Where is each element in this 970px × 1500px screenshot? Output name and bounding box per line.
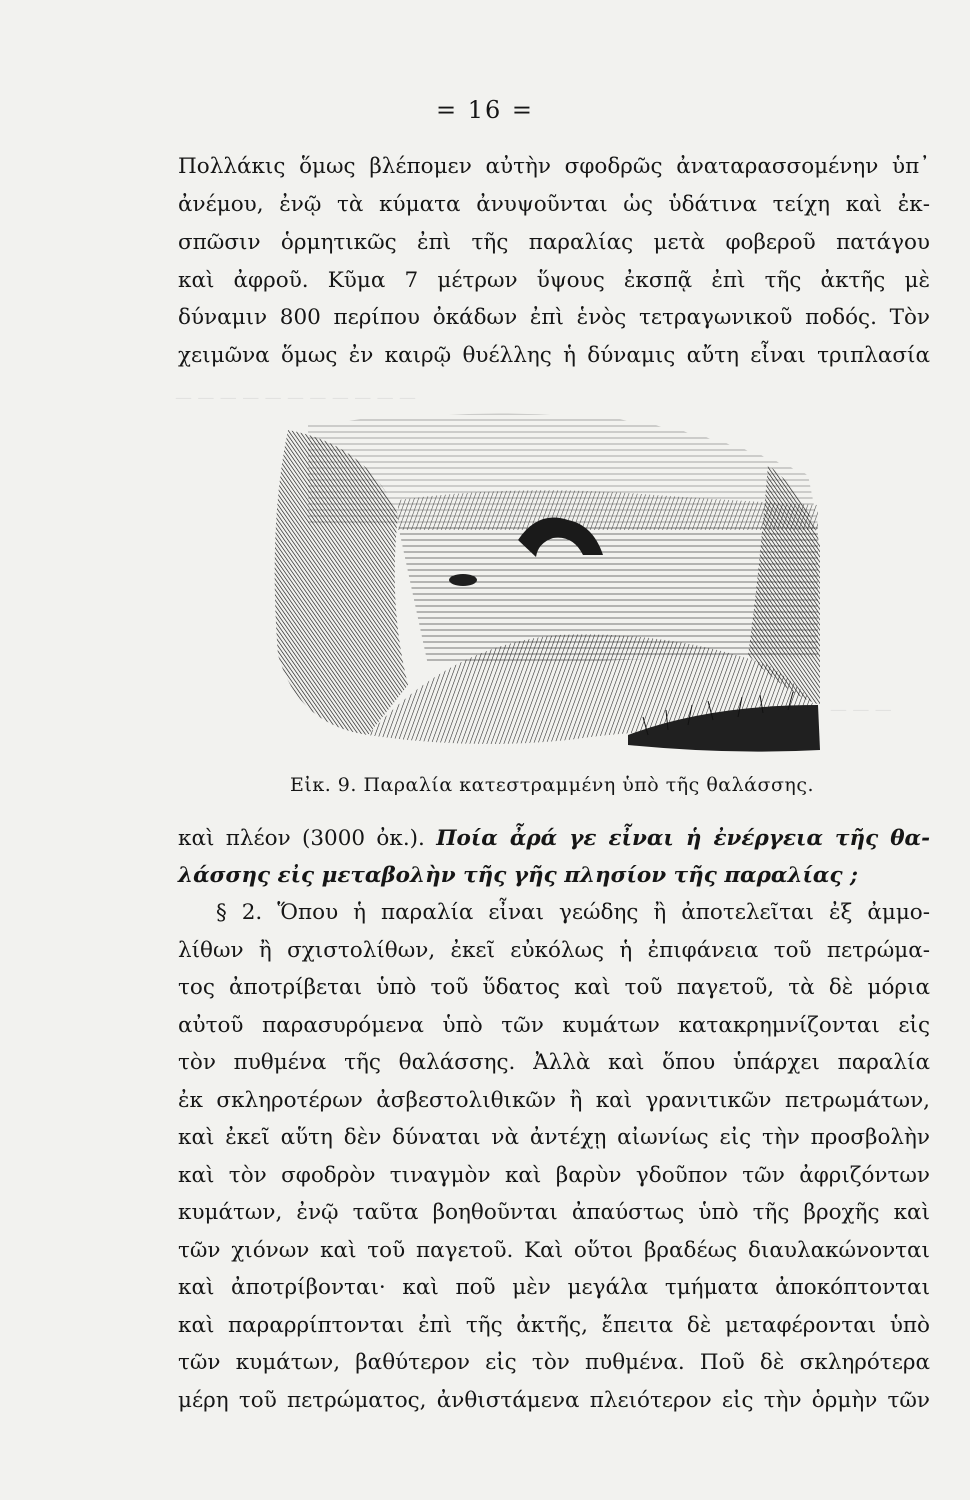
body-line: μέρη τοῦ πετρώματος, ἀνθιστάμενα πλειότερον εἰς τὴν ὁρμὴν τῶν	[178, 1388, 930, 1413]
body-line-question	[178, 861, 930, 891]
body-line: καὶ τὸν σφοδρὸν τιναγμὸν καὶ βαρὺν γδοῦπον τῶν ἀφριζόντων	[178, 1163, 930, 1188]
body-line: τῶν χιόνων καὶ τοῦ παγετοῦ. Καὶ οὕτοι βραδέως διαυλακώνονται	[178, 1238, 930, 1263]
body-line: τῶν κυμάτων, βαθύτερον εἰς τὸν πυθμένα. Ποῦ δὲ σκληρότερα	[178, 1350, 930, 1375]
body-line: λίθων ἢ σχιστολίθων, ἐκεῖ εὐκόλως ἡ ἐπιφάνεια τοῦ πετρώμα-	[178, 938, 930, 963]
body-line: τος ἀποτρίβεται ὑπὸ τοῦ ὕδατος καὶ τοῦ παγετοῦ, τὰ δὲ μόρια	[178, 975, 930, 1000]
bleed-through-texture: — — —	[830, 700, 892, 720]
body-line: αὐτοῦ παρασυρόμενα ὑπὸ τῶν κυμάτων κατακρημνίζονται εἰς	[178, 1013, 930, 1038]
body-line: ἀνέμου, ἐνῷ τὰ κύματα ἀνυψοῦνται ὡς ὑδάτινα τείχη καὶ ἐκ-	[178, 192, 930, 217]
body-line: κυμάτων, ἐνῷ ταῦτα βοηθοῦνται ἀπαύστως ὑπὸ τῆς βροχῆς καὶ	[178, 1200, 930, 1225]
figure-caption: Εἰκ. 9. Παραλία κατεστραμμένη ὑπὸ τῆς θαλάσσης.	[290, 774, 814, 796]
question-text: λάσσης εἰς μεταβολὴν τῆς γῆς πλησίον τῆς παραλίας ;	[178, 863, 858, 888]
body-line: § 2. Ὅπου ἡ παραλία εἶναι γεώδης ἢ ἀποτελεῖται ἐξ ἀμμο-	[216, 900, 930, 925]
body-line: Πολλάκις ὅμως βλέπομεν αὐτὴν σφοδρῶς ἀναταρασσομένην ὑπ᾽	[178, 154, 930, 179]
plain-text: καὶ πλέον (3000 ὀκ.).	[178, 826, 437, 851]
body-line: καὶ παραρρίπτονται ἐπὶ τῆς ἀκτῆς, ἔπειτα δὲ μεταφέρονται ὑπὸ	[178, 1313, 930, 1338]
body-line: δύναμιν 800 περίπου ὀκάδων ἐπὶ ἑνὸς τετραγωνικοῦ ποδός. Τὸν	[178, 305, 930, 330]
body-line: καὶ ἀποτρίβονται· καὶ ποῦ μὲν μεγάλα τμήματα ἀποκόπτονται	[178, 1275, 930, 1300]
body-line-question	[178, 824, 930, 854]
coastal-cliff-engraving	[248, 405, 828, 765]
body-line: σπῶσιν ὁρμητικῶς ἐπὶ τῆς παραλίας μετὰ φοβεροῦ πατάγου	[178, 230, 930, 255]
body-line: καὶ ἐκεῖ αὕτη δὲν δύναται νὰ ἀντέχῃ αἰωνίως εἰς τὴν προσβολὴν	[178, 1125, 930, 1150]
body-line: καὶ ἀφροῦ. Κῦμα 7 μέτρων ὕψους ἐκσπᾷ ἐπὶ τῆς ἀκτῆς μὲ	[178, 268, 930, 293]
question-text: Ποία ἆρά γε εἶναι ἡ ἐνέργεια τῆς θα-	[436, 826, 931, 851]
body-line: χειμῶνα ὅμως ἐν καιρῷ θυέλλης ἡ δύναμις αὔτη εἶναι τριπλασία	[178, 343, 930, 368]
bleed-through-texture: — — — — — — — — — — —	[175, 388, 417, 408]
page-number: = 16 =	[435, 96, 534, 124]
body-line: τὸν πυθμένα τῆς θαλάσσης. Ἀλλὰ καὶ ὅπου ὑπάρχει παραλία	[178, 1050, 930, 1075]
body-line: ἐκ σκληροτέρων ἀσβεστολιθικῶν ἢ καὶ γρανιτικῶν πετρωμάτων,	[178, 1088, 930, 1113]
